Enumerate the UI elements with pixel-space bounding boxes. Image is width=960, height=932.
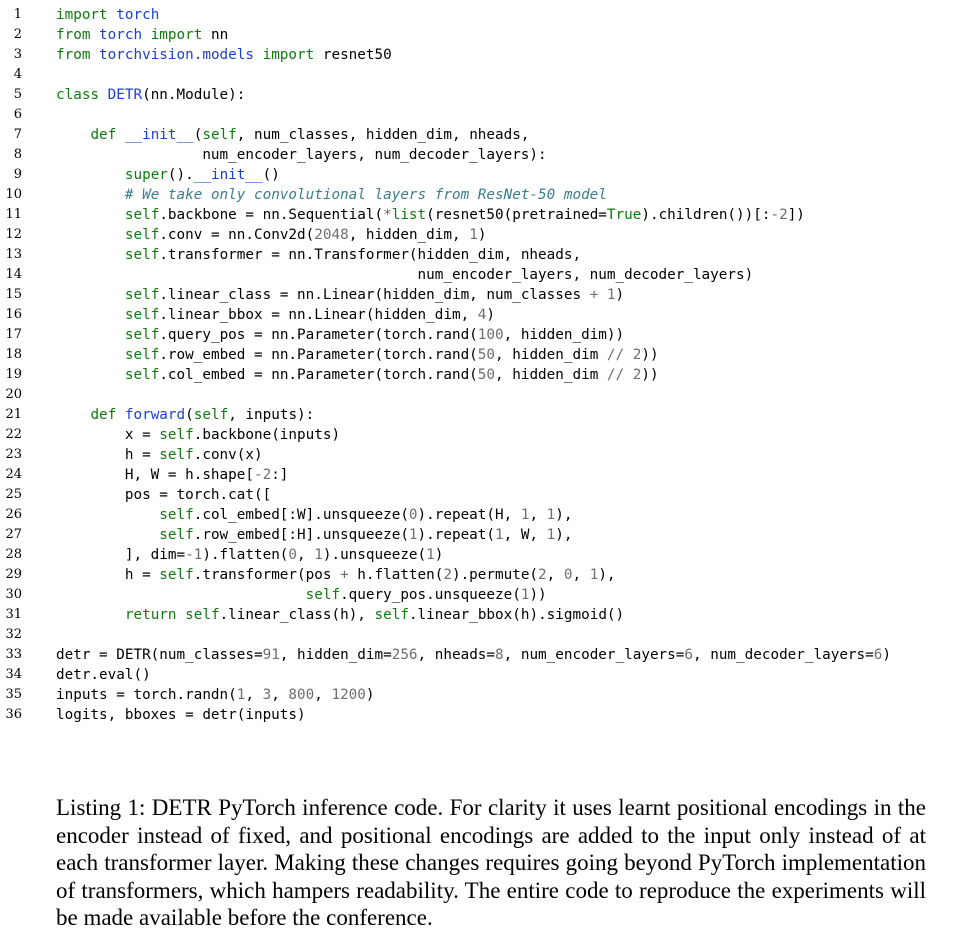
- code-token: forward: [124, 407, 186, 423]
- code-token: 2: [632, 367, 642, 383]
- code-token: [90, 47, 99, 63]
- code-token: ,: [245, 687, 263, 703]
- code-token: )): [529, 587, 547, 603]
- line-code: [56, 265, 753, 285]
- line-code: [56, 525, 572, 545]
- code-token: (resnet50(pretrained=: [426, 207, 607, 223]
- code-token: )): [641, 367, 659, 383]
- line-code: [56, 185, 607, 205]
- code-token: [56, 507, 159, 523]
- code-line: [0, 465, 960, 485]
- line-code: [56, 445, 263, 465]
- code-token: -2: [253, 467, 272, 483]
- line-code: [56, 665, 151, 685]
- code-line: [0, 445, 960, 465]
- code-token: , hidden_dim: [495, 347, 607, 363]
- code-token: self: [124, 227, 160, 243]
- line-code: [56, 25, 228, 45]
- code-token: 50: [477, 347, 496, 363]
- line-number: 24: [5, 467, 22, 482]
- code-token: -1: [185, 547, 203, 563]
- code-token: self: [159, 507, 194, 523]
- line-code: [56, 145, 547, 165]
- code-line: [0, 25, 960, 45]
- code-token: 0: [563, 567, 573, 583]
- line-number: 22: [5, 427, 22, 442]
- code-token: x =: [56, 427, 160, 443]
- code-token: 2: [538, 567, 547, 583]
- code-token: ,: [529, 507, 547, 523]
- line-code: [56, 85, 245, 105]
- code-token: import: [262, 47, 315, 63]
- code-token: return: [124, 607, 177, 623]
- code-line: [0, 125, 960, 145]
- code-token: torch: [99, 27, 143, 43]
- line-number: 28: [5, 547, 22, 562]
- code-token: ).repeat(: [417, 527, 495, 543]
- code-line: [0, 665, 960, 685]
- code-token: logits, bboxes = detr(inputs): [56, 707, 306, 723]
- code-token: 6: [684, 647, 693, 663]
- line-code: [56, 45, 392, 65]
- code-token: 1200: [331, 687, 366, 703]
- code-token: [624, 367, 633, 383]
- code-token: 2048: [314, 227, 349, 243]
- code-token: from: [56, 27, 91, 43]
- code-token: .linear_bbox = nn.Linear(hidden_dim,: [159, 307, 478, 323]
- code-token: 1: [314, 547, 323, 563]
- code-token: [116, 407, 125, 423]
- line-number: 18: [5, 347, 22, 362]
- code-token: 1: [469, 227, 478, 243]
- code-token: ): [882, 647, 891, 663]
- code-token: self: [159, 447, 194, 463]
- code-line: [0, 5, 960, 25]
- code-token: , nheads=: [417, 647, 496, 663]
- code-token: [56, 167, 125, 183]
- line-code: [56, 565, 616, 585]
- code-token: [56, 407, 90, 423]
- code-line: [0, 505, 960, 525]
- code-token: num_encoder_layers, num_decoder_layers):: [56, 147, 547, 163]
- code-token: , W,: [503, 527, 547, 543]
- code-token: 2: [632, 347, 642, 363]
- code-token: [116, 127, 125, 143]
- line-number: 9: [13, 167, 22, 182]
- code-line: [0, 425, 960, 445]
- code-token: .query_pos = nn.Parameter(torch.rand(: [159, 327, 478, 343]
- code-token: self: [124, 347, 160, 363]
- code-line: [0, 645, 960, 665]
- code-token: 1: [236, 687, 246, 703]
- line-number: 16: [5, 307, 22, 322]
- code-token: [56, 347, 125, 363]
- code-token: (: [185, 407, 194, 423]
- line-code: [56, 285, 624, 305]
- code-token: self: [193, 407, 229, 423]
- code-token: 6: [873, 647, 883, 663]
- code-token: [177, 607, 186, 623]
- code-line: [0, 565, 960, 585]
- code-line: [0, 185, 960, 205]
- code-token: ): [615, 287, 625, 303]
- line-number: 2: [13, 27, 22, 42]
- code-token: [56, 607, 125, 623]
- code-token: ): [365, 687, 375, 703]
- code-line: [0, 205, 960, 225]
- code-token: [56, 327, 125, 343]
- line-number: 30: [5, 587, 22, 602]
- code-token: [90, 27, 99, 43]
- line-number: 27: [5, 527, 22, 542]
- code-token: self: [124, 247, 160, 263]
- line-number: 6: [13, 107, 22, 122]
- code-token: detr = DETR(num_classes=: [56, 647, 263, 663]
- code-token: 1: [546, 507, 556, 523]
- code-token: 1: [546, 527, 556, 543]
- code-token: from: [56, 47, 91, 63]
- code-token: torchvision.models: [99, 47, 254, 63]
- line-number: 32: [5, 627, 22, 642]
- code-token: [598, 287, 607, 303]
- code-token: .row_embed[:H].unsqueeze(: [193, 527, 409, 543]
- code-token: 1: [520, 507, 530, 523]
- code-token: detr.eval(): [56, 667, 151, 683]
- code-line: [0, 285, 960, 305]
- line-number: 34: [5, 667, 22, 682]
- code-token: 1: [589, 567, 599, 583]
- code-token: # We take only convolutional layers from ResNet-50 model: [124, 187, 607, 203]
- line-number: 23: [5, 447, 22, 462]
- code-token: .transformer(pos: [193, 567, 341, 583]
- code-token: .conv = nn.Conv2d(: [159, 227, 315, 243]
- code-token: import: [150, 27, 203, 43]
- code-token: torch: [116, 7, 160, 23]
- line-code: [56, 465, 288, 485]
- code-token: .col_embed = nn.Parameter(torch.rand(: [159, 367, 478, 383]
- code-token: ).children())[:: [641, 207, 771, 223]
- line-number: 10: [5, 187, 22, 202]
- line-number: 14: [5, 267, 22, 282]
- code-token: 1: [606, 287, 616, 303]
- code-token: resnet50: [314, 47, 392, 63]
- code-token: self: [159, 567, 194, 583]
- line-code: [56, 305, 495, 325]
- line-number: 33: [5, 647, 22, 662]
- line-code: [56, 585, 547, 605]
- line-code: [56, 705, 306, 725]
- code-token: [624, 347, 633, 363]
- line-number: 19: [5, 367, 22, 382]
- code-line: [0, 605, 960, 625]
- code-token: ).permute(: [451, 567, 539, 583]
- code-token: class: [56, 87, 100, 103]
- code-token: inputs = torch.randn(: [56, 687, 237, 703]
- code-line: [0, 685, 960, 705]
- code-token: num_encoder_layers, num_decoder_layers): [56, 267, 754, 283]
- line-number: 20: [5, 387, 22, 402]
- code-token: self: [124, 367, 160, 383]
- line-code: [56, 225, 486, 245]
- code-token: [99, 87, 108, 103]
- code-token: , num_encoder_layers=: [503, 647, 685, 663]
- code-token: ): [486, 307, 496, 323]
- line-number: 15: [5, 287, 22, 302]
- code-token: .col_embed[:W].unsqueeze(: [193, 507, 409, 523]
- code-line: [0, 65, 960, 85]
- code-token: [56, 227, 125, 243]
- code-token: self: [374, 607, 409, 623]
- code-token: h =: [56, 567, 160, 583]
- code-token: [56, 127, 90, 143]
- code-token: self: [124, 207, 160, 223]
- code-token: 8: [495, 647, 504, 663]
- code-token: [56, 187, 125, 203]
- code-line: [0, 585, 960, 605]
- code-token: self: [202, 127, 237, 143]
- line-number: 11: [5, 207, 22, 222]
- code-token: [56, 367, 125, 383]
- code-token: self: [159, 527, 194, 543]
- code-token: list: [391, 207, 427, 223]
- code-token: )): [641, 347, 659, 363]
- code-token: (): [262, 167, 280, 183]
- code-token: ),: [555, 527, 573, 543]
- line-number: 26: [5, 507, 22, 522]
- code-token: self: [185, 607, 220, 623]
- code-token: .row_embed = nn.Parameter(torch.rand(: [159, 347, 478, 363]
- line-number: 13: [5, 247, 22, 262]
- code-token: [142, 27, 151, 43]
- code-token: 91: [262, 647, 280, 663]
- code-token: , num_decoder_layers=: [693, 647, 874, 663]
- code-token: import: [56, 7, 108, 23]
- code-token: , hidden_dim)): [503, 327, 625, 343]
- code-token: [56, 527, 159, 543]
- code-line: [0, 345, 960, 365]
- code-token: 0: [288, 547, 298, 563]
- code-line: [0, 105, 960, 125]
- line-number: 7: [13, 127, 22, 142]
- code-token: DETR: [107, 87, 143, 103]
- code-token: [56, 587, 306, 603]
- line-code: [56, 365, 659, 385]
- line-code: [56, 205, 805, 225]
- code-token: 4: [477, 307, 487, 323]
- code-token: //: [606, 367, 625, 383]
- code-token: self: [124, 307, 160, 323]
- code-token: ], dim=: [56, 547, 186, 563]
- code-token: h.flatten(: [348, 567, 444, 583]
- code-token: .conv(x): [193, 447, 263, 463]
- code-token: True: [606, 207, 642, 223]
- code-token: , hidden_dim=: [279, 647, 392, 663]
- code-token: ]): [787, 207, 805, 223]
- code-line: [0, 545, 960, 565]
- line-number: 35: [5, 687, 22, 702]
- line-number: 21: [5, 407, 22, 422]
- code-token: , inputs):: [228, 407, 315, 423]
- code-token: [108, 7, 117, 23]
- line-code: [56, 545, 443, 565]
- line-code: [56, 325, 624, 345]
- line-code: [56, 345, 659, 365]
- line-number: 12: [5, 227, 22, 242]
- line-number: 1: [13, 7, 22, 22]
- line-number: 5: [13, 87, 22, 102]
- code-token: ,: [297, 547, 315, 563]
- code-token: self: [124, 287, 160, 303]
- code-token: ,: [271, 687, 289, 703]
- code-line: [0, 305, 960, 325]
- code-token: 0: [408, 507, 418, 523]
- code-line: [0, 705, 960, 725]
- code-token: 50: [477, 367, 496, 383]
- code-line: [0, 245, 960, 265]
- line-number: 3: [13, 47, 22, 62]
- code-line: [0, 625, 960, 645]
- code-token: ).unsqueeze(: [322, 547, 427, 563]
- code-token: self: [124, 327, 160, 343]
- line-code: [56, 505, 572, 525]
- code-token: 1: [426, 547, 435, 563]
- line-code: [56, 685, 375, 705]
- code-token: [56, 247, 125, 263]
- code-token: [56, 207, 125, 223]
- code-token: [56, 307, 125, 323]
- code-line: [0, 145, 960, 165]
- code-token: 256: [391, 647, 418, 663]
- code-token: pos = torch.cat([: [56, 487, 272, 503]
- line-number: 25: [5, 487, 22, 502]
- code-token: //: [606, 347, 625, 363]
- code-token: 3: [262, 687, 272, 703]
- code-token: self: [159, 427, 194, 443]
- line-number: 17: [5, 327, 22, 342]
- code-token: H, W = h.shape[: [56, 467, 254, 483]
- code-token: :]: [271, 467, 289, 483]
- code-token: __init__: [124, 127, 194, 143]
- code-line: [0, 45, 960, 65]
- line-code: [56, 165, 280, 185]
- code-token: ,: [314, 687, 332, 703]
- code-line: [0, 385, 960, 405]
- code-line: [0, 85, 960, 105]
- line-number: 8: [13, 147, 22, 162]
- code-token: 800: [288, 687, 315, 703]
- code-token: [56, 287, 125, 303]
- code-token: ): [477, 227, 487, 243]
- code-token: .query_pos.unsqueeze(: [340, 587, 521, 603]
- line-number: 31: [5, 607, 22, 622]
- code-token: 1: [520, 587, 530, 603]
- code-token: +: [589, 287, 599, 303]
- line-number: 29: [5, 567, 22, 582]
- code-line: [0, 265, 960, 285]
- line-code: [56, 245, 581, 265]
- code-listing: [0, 5, 960, 725]
- code-token: .linear_bbox(h).sigmoid(): [408, 607, 625, 623]
- code-token: .transformer = nn.Transformer(hidden_dim, nheads,: [159, 247, 582, 263]
- code-token: ,: [572, 567, 590, 583]
- code-token: ),: [598, 567, 616, 583]
- code-token: nn: [202, 27, 229, 43]
- line-code: [56, 5, 159, 25]
- code-token: , hidden_dim,: [348, 227, 470, 243]
- line-code: [56, 405, 314, 425]
- line-code: [56, 125, 529, 145]
- line-code: [56, 485, 271, 505]
- code-token: 2: [443, 567, 452, 583]
- line-code: [56, 605, 624, 625]
- line-number: 36: [5, 707, 22, 722]
- code-token: ).flatten(: [202, 547, 289, 563]
- code-token: *: [383, 207, 392, 223]
- code-token: -2: [770, 207, 788, 223]
- code-token: .backbone = nn.Sequential(: [159, 207, 384, 223]
- code-token: .backbone(inputs): [193, 427, 341, 443]
- code-token: __init__: [193, 167, 263, 183]
- code-line: [0, 225, 960, 245]
- code-token: ().: [167, 167, 194, 183]
- code-token: def: [90, 127, 117, 143]
- code-token: h =: [56, 447, 160, 463]
- code-line: [0, 165, 960, 185]
- code-line: [0, 405, 960, 425]
- code-line: [0, 485, 960, 505]
- code-token: (: [193, 127, 203, 143]
- code-line: [0, 365, 960, 385]
- listing-caption: Listing 1: DETR PyTorch inference code. For clarity it uses learnt positional encodings in the encoder instead of fixed, and positional encodings are added to the input only instead of at each transformer layer. Making these changes requires going beyond PyTorch implementation of transformers, which hampers readability. The entire code to reproduce the experiments will be made available before the conference.: [56, 795, 926, 930]
- code-token: def: [90, 407, 117, 423]
- code-token: 1: [495, 527, 504, 543]
- code-token: .linear_class(h),: [219, 607, 375, 623]
- code-token: , num_classes, hidden_dim, nheads,: [236, 127, 530, 143]
- code-token: 100: [477, 327, 504, 343]
- code-token: super: [124, 167, 168, 183]
- code-token: , hidden_dim: [495, 367, 607, 383]
- code-token: 1: [408, 527, 418, 543]
- code-token: +: [340, 567, 349, 583]
- line-code: [56, 425, 340, 445]
- line-code: [56, 645, 891, 665]
- code-token: ): [434, 547, 444, 563]
- code-token: self: [305, 587, 341, 603]
- code-token: ).repeat(H,: [417, 507, 521, 523]
- code-token: (nn.Module):: [142, 87, 246, 103]
- code-line: [0, 525, 960, 545]
- code-token: ,: [546, 567, 564, 583]
- line-number: 4: [13, 67, 22, 82]
- code-token: ),: [555, 507, 573, 523]
- code-token: [254, 47, 263, 63]
- code-line: [0, 325, 960, 345]
- code-token: .linear_class = nn.Linear(hidden_dim, num_classes: [159, 287, 590, 303]
